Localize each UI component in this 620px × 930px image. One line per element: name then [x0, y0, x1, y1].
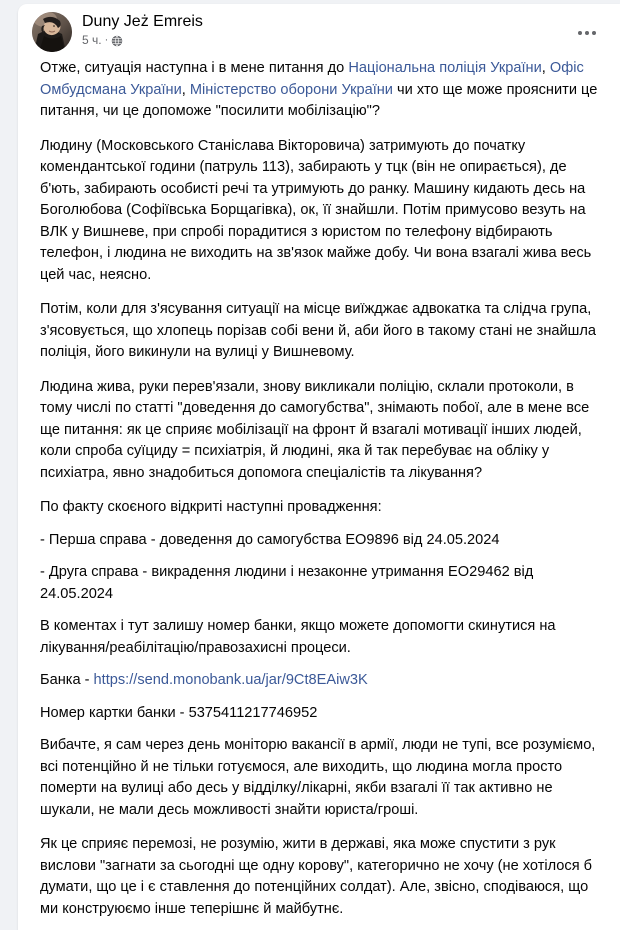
post-paragraph-card-number: Номер картки банки - 5375411217746952 — [40, 704, 318, 721]
post-paragraph-1 — [40, 58, 598, 123]
link-ministry-of-defence[interactable]: Міністерство оборони України — [189, 81, 393, 98]
post-timestamp[interactable]: 5 ч. — [82, 33, 102, 47]
post-paragraph-12: Як це сприяє перемозі, не розумію, жити в державі, яка може спустити з рук вислови "загнати за сьогодні ще одну корову", категорично не хочу (не хотілося б думати, що це і є ставлення до потенційних солдат). Але, звісно, сподіваюся, що ми конструюємо інше теперішнє й майбутнє. — [40, 836, 593, 917]
post-paragraph-jar-link — [40, 670, 598, 692]
post-more-options-button[interactable] — [572, 18, 602, 48]
post-card — [18, 4, 620, 930]
meta-separator: · — [104, 34, 109, 46]
post-paragraph-11: Вибачте, я сам через день моніторю вакансії в армії, люди не тупі, все розуміємо, всі потенційно й не тільки готуємося, але виходить, що людина могла просто померти на вулиці або десь у відділку/лікарні, якби взагалі її так активно не шукали, не мали десь можливості знайти юриста/гроші. — [40, 737, 596, 818]
post-paragraph-donation-note: В коментах і тут залишу номер банки, якщо можете допомогти скинутися на лікування/реабілітацію/правозахисні процеси. — [40, 618, 556, 656]
author-name[interactable]: Duny Jeż Emreis — [82, 13, 203, 30]
globe-icon[interactable] — [111, 35, 123, 47]
post-paragraph-5: По факту скоєного відкриті наступні провадження: — [40, 499, 382, 515]
paragraph-1-sep-1: , — [541, 60, 550, 76]
more-dot — [585, 31, 589, 35]
post-paragraph-3: Потім, коли для з'ясування ситуації на місце виїжджає адвокатка та слідча група, з'ясовується, що хлопець порізав собі вени й, аби його в такому стані не знайшла поліція, його викинули на вулиці у Вишневому. — [40, 301, 596, 360]
paragraph-1-suffix: чи хто ще може прояснити це питання, чи це допоможе "посилити мобілізацію"? — [40, 81, 598, 119]
post-paragraph-4: Людина жива, руки перев'язали, знову викликали поліцію, склали протоколи, в тому числі по статті "доведення до самогубства", знімають побої, але в мене все ще питання: як це сприяє мобілізації на фронт й взагалі мотивації інших людей, коли спроба суїциду = психіатрія, й людині, яка й так перебуває на обліку у психіатра, явно знадобиться допомога спеціалістів та лікування? — [40, 378, 590, 481]
case-item-1: - Перша справа - доведення до самогубства ЕО9896 від 24.05.2024 — [40, 531, 500, 548]
link-national-police[interactable]: Національна поліція України — [348, 60, 542, 76]
author-block — [82, 12, 203, 48]
link-ombudsman-office[interactable]: Офіс Омбудсмана України — [40, 60, 584, 98]
user-avatar-photo — [32, 12, 72, 52]
post-header — [18, 4, 620, 54]
more-dot — [578, 31, 582, 35]
post-meta — [82, 33, 203, 48]
paragraph-1-sep-2: , — [181, 81, 190, 98]
post-paragraph-2: Людину (Московського Станіслава Вікторовича) затримують до початку комендантської години (патруль 113), забирають у тцк (він не опирається), де б'ють, забирають особисті речі та утримують до ранку. Машину кидають десь на Боголюбова (Софіївська Борщагівка), ок, її знайшли. Потім примусово везуть на ВЛК у Вишневе, при спробі порадитися з юристом по телефону відбирають телефон, і людина не виходить на зв'язок майже добу. Чи вона взагалі жива весь цей час, неясно. — [40, 137, 592, 283]
avatar[interactable] — [32, 12, 72, 52]
link-monobank-jar[interactable]: https://send.monobank.ua/jar/9Ct8EAiw3K — [93, 672, 368, 688]
paragraph-1-prefix: Отже, ситуація наступна і в мене питання до — [40, 60, 349, 76]
jar-link-prefix: Банка - — [40, 672, 94, 688]
more-dot — [592, 31, 596, 35]
post-body — [18, 54, 620, 930]
case-item-2: - Друга справа - викрадення людини і незаконне утримання ЕО29462 від 24.05.2024 — [40, 564, 534, 602]
